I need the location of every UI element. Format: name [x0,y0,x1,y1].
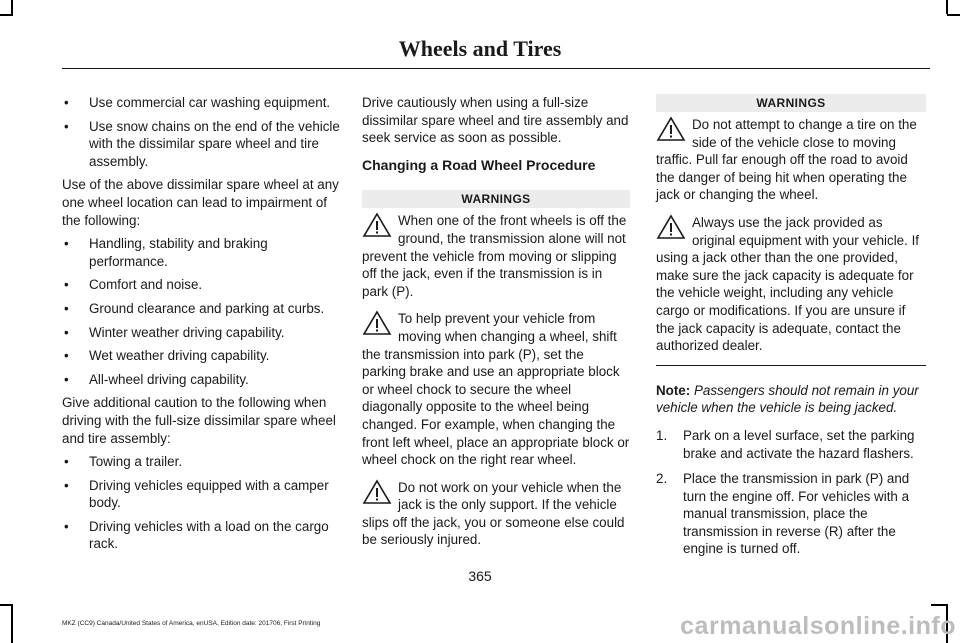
note-text: Passengers should not remain in your vehicle when the vehicle is being jacked. [656,382,919,416]
paragraph: Use of the above dissimilar spare wheel at any one wheel location can lead to impairment of the following: [62,177,339,228]
list-item: • All-wheel driving capability. [62,371,340,389]
list-item: • Use snow chains on the end of the vehicle with the dissimilar spare wheel and tire assembly. [62,118,340,171]
list-item: • Handling, stability and braking performance. [62,235,340,270]
list-item [656,470,926,558]
crop-mark [947,14,960,16]
section-divider [656,365,926,366]
warning-triangle-icon [656,214,686,240]
list-item [656,427,926,462]
bullet-list [62,94,340,170]
warning-text: When one of the front wheels is off the ground, the transmission alone will not prevent the vehicle from moving or slipping off the jack, even if the transmission is in park (P). [362,213,627,299]
crop-mark [11,604,13,643]
list-item: • Driving vehicles equipped with a camper body. [62,477,340,512]
list-item: • Use commercial car washing equipment. [62,94,340,112]
warning-triangle-icon [362,310,392,336]
footer-text: MKZ (CC9) Canada/United States of America, enUSA, Edition date: 201706, First Printing [62,620,321,627]
warning-triangle-icon [362,479,392,505]
crop-mark [0,14,13,16]
section-heading: Changing a Road Wheel Procedure [362,156,596,173]
page-number: 365 [468,568,492,584]
step-text: Park on a level surface, set the parking brake and activate the hazard flashers. [683,427,915,461]
list-item: • Driving vehicles with a load on the cargo rack. [62,518,340,553]
warning-item [362,212,630,300]
warning-text: Do not work on your vehicle when the jack is the only support. If the vehicle slips off the jack, you or someone else could be seriously injured. [362,479,625,548]
list-item: • Ground clearance and parking at curbs. [62,300,340,318]
column-1 [62,94,340,559]
warning-text: To help prevent your vehicle from moving when changing a wheel, shift the transmission into park (P), set the parking brake and use an appropriate block or wheel chock to secure the wheel diagonally opposite to the wheel being changed. For example, when changing the front left wheel, place an appropriate block or wheel chock on the right rear wheel. [362,311,630,468]
bullet-list [62,235,340,388]
crop-mark [946,0,948,14]
step-number: 2. [656,471,668,487]
warning-item [656,214,926,355]
warnings-header: WARNINGS [362,190,630,208]
watermark: carmanualsonline.info [680,612,956,640]
column-2 [362,94,630,559]
warning-item [362,310,630,468]
header-divider [62,68,930,69]
crop-mark [11,0,13,14]
list-item: • Towing a trailer. [62,453,340,471]
note [656,382,926,417]
warning-text: Do not attempt to change a tire on the side of the vehicle close to moving traffic. Pull far enough off the road to avoid the danger of being hit when operating the jack or changing the wheel. [656,117,917,203]
list-item: • Comfort and noise. [62,276,340,294]
note-label: Note: [656,382,691,398]
crop-mark [931,604,948,606]
step-number: 1. [656,427,668,443]
warnings-header: WARNINGS [656,94,926,112]
page-title: Wheels and Tires [398,36,562,61]
bullet-list [62,453,340,553]
warning-item [362,479,630,549]
step-text: Place the transmission in park (P) and turn the engine off. For vehicles with a manual transmission, place the transmission in reverse (R) after the engine is turned off. [683,471,910,557]
paragraph: Drive cautiously when using a full-size dissimilar spare wheel and tire assembly and seek service as soon as possible. [362,95,629,146]
numbered-list [656,427,926,558]
list-item: • Winter weather driving capability. [62,324,340,342]
warning-item [656,116,926,204]
warning-text: Always use the jack provided as original equipment with your vehicle. If using a jack other than the one provided, make sure the jack capacity is adequate for the vehicle weight, including any vehicle cargo or modifications. If you are unsure if the jack capacity is adequate, contact the authorized dealer. [656,214,920,354]
column-3 [656,94,926,566]
crop-mark [0,604,13,606]
warning-triangle-icon [656,116,686,142]
paragraph: Give additional caution to the following when driving with the full-size dissimilar spare wheel and tire assembly: [62,395,336,446]
warning-triangle-icon [362,212,392,238]
list-item: • Wet weather driving capability. [62,347,340,365]
